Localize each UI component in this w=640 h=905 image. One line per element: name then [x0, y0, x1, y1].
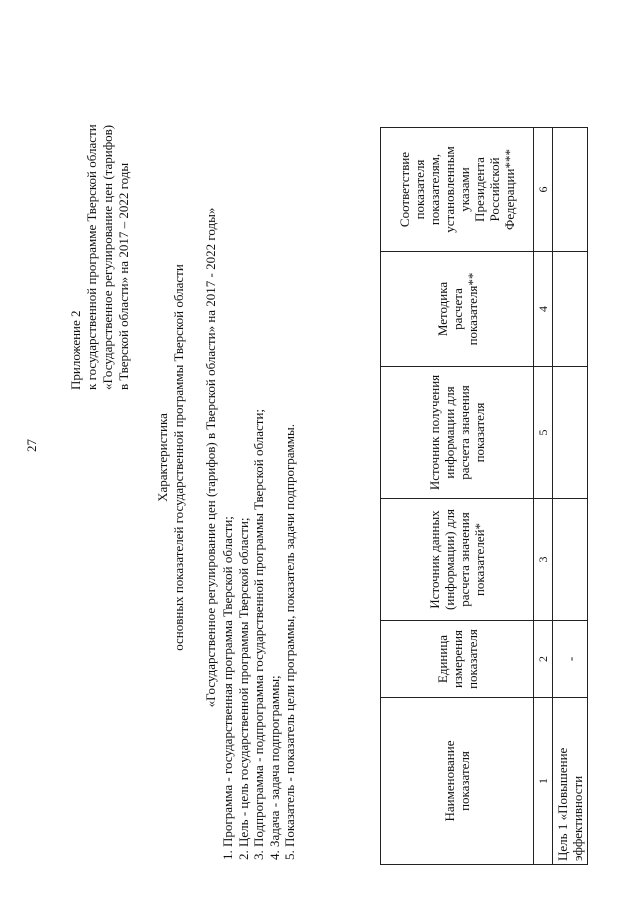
header-compliance: Соответствие показателя показателям, установленным указами Президента Российской Федерации*** [381, 128, 534, 252]
row-data-source [553, 499, 588, 621]
title-block [155, 30, 219, 885]
column-number: 4 [534, 252, 553, 367]
document-subheading: основных показателей государственной программы Тверской области [171, 264, 186, 651]
legend-item: 1. Программа - государственная программа Тверской области; [220, 516, 235, 860]
appendix-line: «Государственное регулирование цен (тарифов) [100, 124, 115, 390]
header-data-source: Источник данных (информации) для расчета значения показателей* [381, 499, 534, 621]
appendix-line: в Тверской области» на 2017 – 2022 годы [116, 162, 131, 390]
page-number: 27 [24, 439, 39, 452]
table-column-numbers-row [534, 128, 553, 865]
row-unit: - [553, 621, 588, 698]
legend-item: 4. Задача - задача подпрограммы; [266, 675, 282, 860]
legend-item: 2. Цель - цель государственной программы Тверской области; [235, 517, 251, 860]
table-row [553, 128, 588, 865]
row-method [553, 252, 588, 367]
appendix-block [68, 30, 132, 390]
legend-item: 5. Показатель - показатель цели программы, показатель задачи подпрограммы. [282, 424, 297, 860]
document-heading: Характеристика [155, 413, 170, 502]
program-name: «Государственное регулирование цен (тарифов) в Тверской области» на 2017 - 2022 годы» [203, 207, 218, 708]
table-header-row [381, 128, 534, 865]
header-unit: Единица измерения показателя [381, 621, 534, 698]
column-number: 3 [534, 499, 553, 621]
header-info-source: Источник получения информации для расчета значения показателя [381, 367, 534, 499]
column-number: 1 [534, 698, 553, 865]
rotated-page-content [50, 30, 590, 885]
header-method: Методика расчета показателя** [381, 252, 534, 367]
row-info-source [553, 367, 588, 499]
appendix-line: Приложение 2 [68, 310, 83, 390]
header-indicator-name: Наименование показателя [381, 698, 534, 865]
row-compliance [553, 128, 588, 252]
column-number: 6 [534, 128, 553, 252]
legend-list [220, 160, 298, 860]
column-number: 5 [534, 367, 553, 499]
column-number: 2 [534, 621, 553, 698]
appendix-line: к государственной программе Тверской области [84, 124, 99, 390]
legend-item: 3. Подпрограмма - подпрограмма государственной программы Тверской области; [251, 408, 266, 860]
indicators-table [380, 127, 588, 865]
row-indicator-name: Цель 1 «Повышение эффективности [553, 698, 588, 865]
